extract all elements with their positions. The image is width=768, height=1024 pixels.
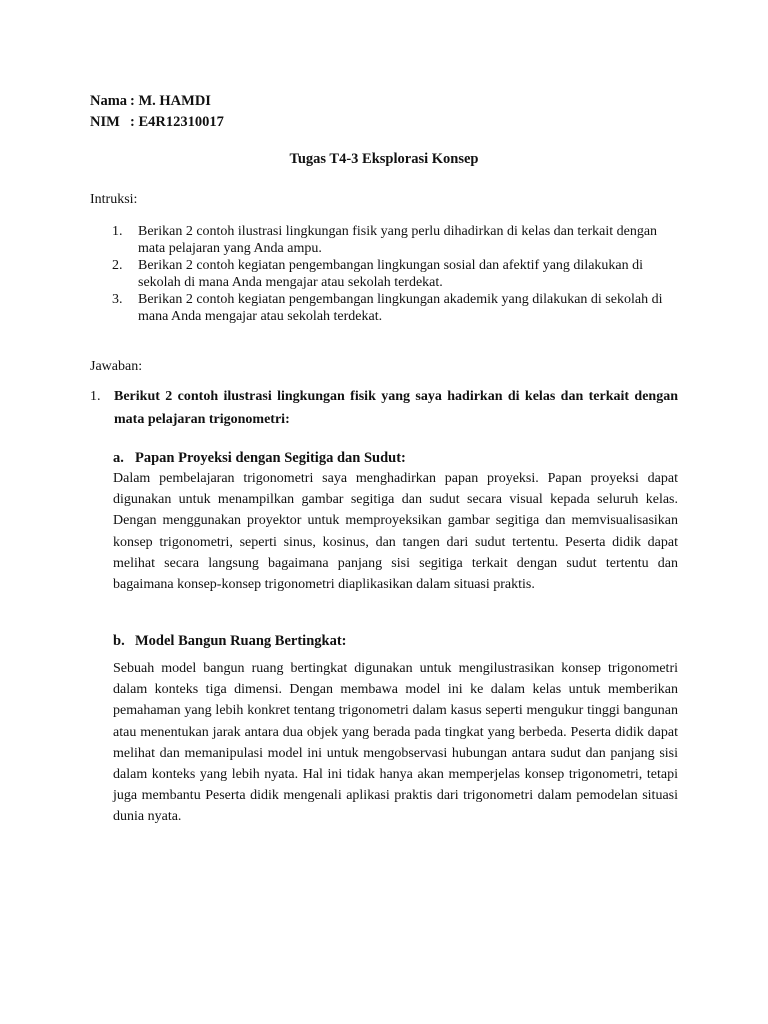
question-1-text: Berikut 2 contoh ilustrasi lingkungan fisik yang saya hadirkan di kelas dan terkait dengan mata pelajaran trigonometri: bbox=[114, 389, 678, 427]
answer-b-title-text: Model Bangun Ruang Bertingkat: bbox=[135, 633, 347, 649]
name-row bbox=[90, 91, 678, 112]
list-item-text: Berikan 2 contoh kegiatan pengembangan lingkungan akademik yang dilakukan di sekolah di mana Anda mengajar atau sekolah terdekat. bbox=[138, 292, 663, 324]
instructions-list bbox=[90, 223, 678, 325]
name-value: : M. HAMDI bbox=[130, 93, 211, 109]
question-1-heading bbox=[90, 386, 678, 431]
list-item-number: 2. bbox=[112, 258, 123, 273]
answer-a-letter: a. bbox=[113, 450, 124, 466]
answer-b-section bbox=[113, 633, 678, 828]
answer-b-letter: b. bbox=[113, 633, 125, 649]
nim-label: NIM bbox=[90, 114, 120, 130]
answer-a-section bbox=[113, 450, 678, 595]
list-item bbox=[90, 223, 678, 257]
list-item-text: Berikan 2 contoh kegiatan pengembangan lingkungan sosial dan afektif yang dilakukan di sekolah di mana Anda mengajar atau sekolah terdekat. bbox=[138, 258, 644, 290]
list-item bbox=[90, 257, 678, 291]
question-1-number: 1. bbox=[90, 389, 101, 404]
list-item bbox=[90, 291, 678, 325]
identity-block bbox=[90, 91, 678, 133]
answer-a-title bbox=[113, 450, 678, 467]
answer-b-title bbox=[113, 633, 678, 650]
answer-a-title-text: Papan Proyeksi dengan Segitiga dan Sudut: bbox=[135, 450, 406, 466]
list-item-number: 3. bbox=[112, 292, 123, 307]
document-title: Tugas T4-3 Eksplorasi Konsep bbox=[289, 151, 479, 167]
answer-b-paragraph: Sebuah model bangun ruang bertingkat digunakan untuk mengilustrasikan konsep trigonometri dalam konteks tiga dimensi. Dengan membawa model ini ke dalam kelas untuk memberikan pemahaman yang lebih konkret tentang trigonometri dalam kasus seperti mengukur tinggi bangunan atau menentukan jarak antara dua objek yang berada pada tingkat yang berbeda. Peserta didik dapat melihat dan memanipulasi model ini untuk mengobservasi hubungan antara sudut dan panjang sisi dalam konteks yang lebih nyata. Hal ini tidak hanya akan memperjelas konsep trigonometri, tetapi juga membantu Peserta didik mengenali aplikasi praktis dari trigonometri dalam pemodelan situasi dunia nyata. bbox=[113, 661, 678, 825]
list-item-text: Berikan 2 contoh ilustrasi lingkungan fisik yang perlu dihadirkan di kelas dan terkait dengan mata pelajaran yang Anda ampu. bbox=[138, 224, 658, 256]
nim-value: : E4R12310017 bbox=[130, 114, 224, 130]
answers-heading: Jawaban: bbox=[90, 359, 143, 374]
list-item-number: 1. bbox=[112, 224, 123, 239]
answer-a-paragraph: Dalam pembelajaran trigonometri saya menghadirkan papan proyeksi. Papan proyeksi dapat digunakan untuk menampilkan gambar segitiga dan sudut secara visual kepada seluruh kelas. Dengan menggunakan proyektor untuk memproyeksikan gambar segitiga dan memvisualisasikan konsep trigonometri, seperti sinus, kosinus, dan tangen dari sudut tertentu. Peserta didik dapat melihat secara langsung bagaimana panjang sisi segitiga terkait dengan sudut tertentu dan bagaimana konsep-konsep trigonometri diaplikasikan dalam situasi praktis. bbox=[113, 471, 678, 593]
instructions-heading: Intruksi: bbox=[90, 192, 138, 207]
nim-row bbox=[90, 112, 678, 133]
name-label: Nama bbox=[90, 93, 128, 109]
